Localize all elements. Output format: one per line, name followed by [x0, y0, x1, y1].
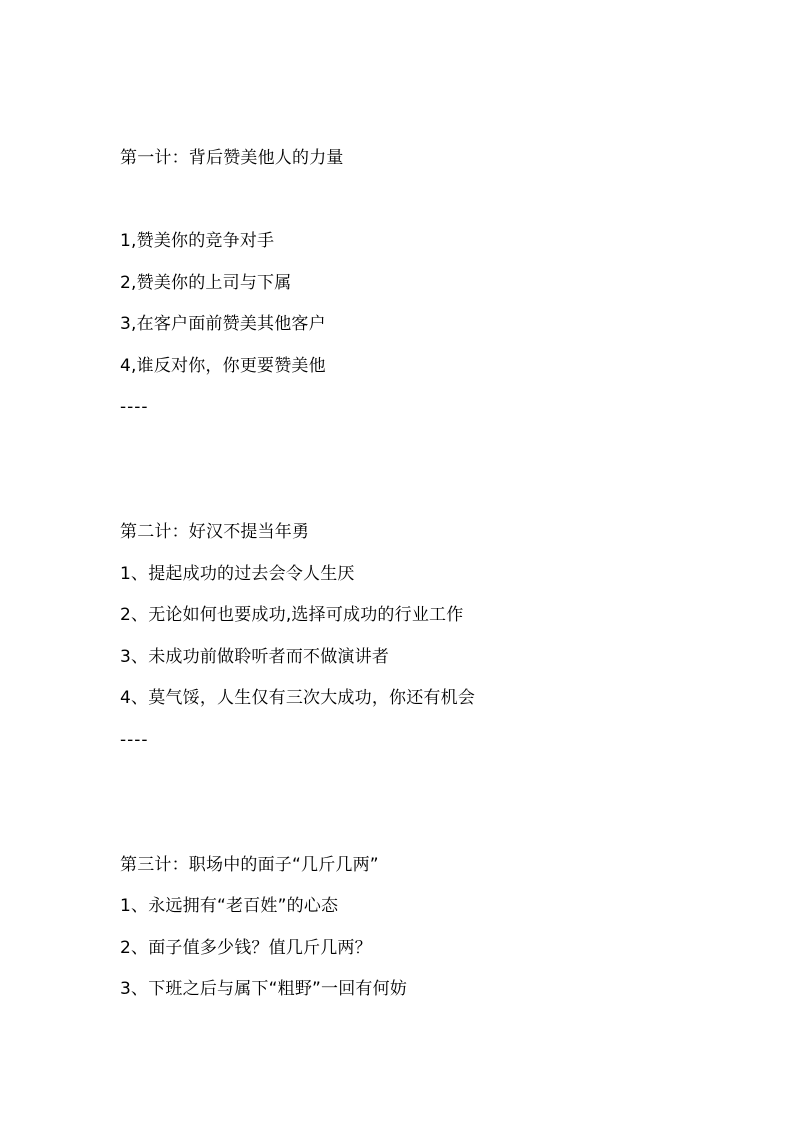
- section-1-item-2: 2,赞美你的上司与下属: [120, 273, 292, 293]
- section-3-item-2: 2、面子值多少钱？值几斤几两？: [120, 938, 372, 958]
- section-1-separator: ----: [120, 397, 149, 417]
- section-3-item-1: 1、永远拥有“老百姓”的心态: [120, 896, 339, 916]
- section-2-title: 第二计：好汉不提当年勇: [120, 522, 310, 542]
- section-2-item-2: 2、无论如何也要成功,选择可成功的行业工作: [120, 605, 464, 625]
- section-1-item-4: 4,谁反对你，你更要赞美他: [120, 356, 326, 376]
- section-1-item-3: 3,在客户面前赞美其他客户: [120, 314, 326, 334]
- section-1-title: 第一计：背后赞美他人的力量: [120, 148, 344, 168]
- section-2-item-3: 3、未成功前做聆听者而不做演讲者: [120, 647, 390, 667]
- section-2-item-4: 4、莫气馁，人生仅有三次大成功，你还有机会: [120, 688, 476, 708]
- section-3-item-3: 3、下班之后与属下“粗野”一回有何妨: [120, 979, 408, 999]
- section-2-item-1: 1、提起成功的过去会令人生厌: [120, 564, 355, 584]
- section-3-title: 第三计：职场中的面子“几斤几两”: [120, 855, 379, 875]
- section-1-item-1: 1,赞美你的竞争对手: [120, 231, 275, 251]
- section-2-separator: ----: [120, 730, 149, 750]
